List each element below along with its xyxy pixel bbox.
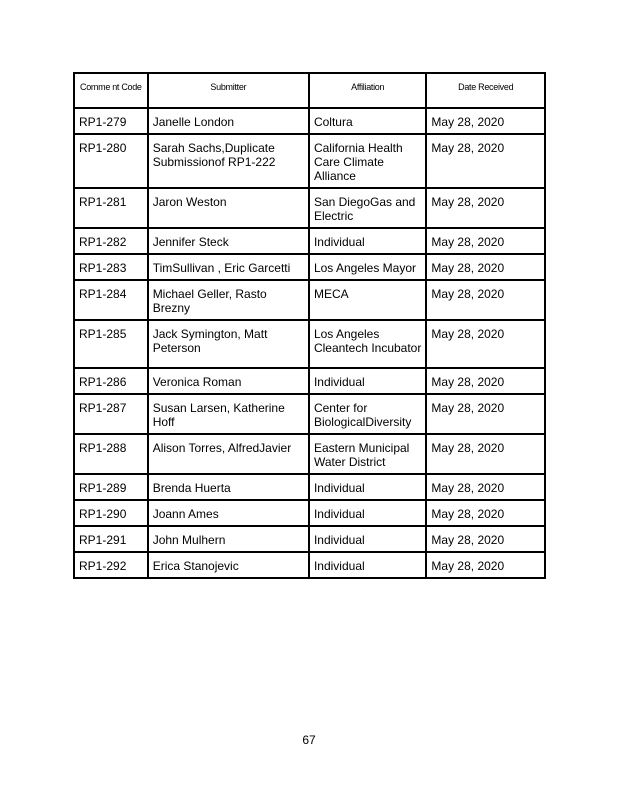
table-row [74,368,545,394]
table-row [74,134,545,188]
cell-submitter: Janelle London [148,108,309,134]
cell-date-received: May 28, 2020 [426,434,545,474]
table-row [74,108,545,134]
cell-submitter: Brenda Huerta [148,474,309,500]
page-number: 67 [302,733,316,747]
cell-submitter: Erica Stanojevic [148,552,309,578]
table-row [74,228,545,254]
cell-comment-code: RP1-279 [74,108,148,134]
table-row [74,526,545,552]
cell-comment-code: RP1-291 [74,526,148,552]
cell-date-received: May 28, 2020 [426,134,545,188]
cell-date-received: May 28, 2020 [426,320,545,368]
table-row [74,320,545,368]
cell-affiliation: Los Angeles Cleantech Incubator [309,320,426,368]
cell-affiliation: Eastern Municipal Water District [309,434,426,474]
cell-submitter: Michael Geller, Rasto Brezny [148,280,309,320]
cell-submitter: Sarah Sachs,Duplicate Submissionof RP1-222 [148,134,309,188]
cell-submitter: Joann Ames [148,500,309,526]
cell-affiliation: Coltura [309,108,426,134]
cell-comment-code: RP1-284 [74,280,148,320]
cell-submitter: Jennifer Steck [148,228,309,254]
header-submitter: Submitter [148,73,309,108]
cell-comment-code: RP1-286 [74,368,148,394]
table-row [74,394,545,434]
cell-affiliation: Individual [309,552,426,578]
cell-affiliation: California Health Care Climate Alliance [309,134,426,188]
cell-submitter: Veronica Roman [148,368,309,394]
table-row [74,500,545,526]
cell-comment-code: RP1-288 [74,434,148,474]
cell-affiliation: Individual [309,500,426,526]
table-row [74,280,545,320]
cell-date-received: May 28, 2020 [426,500,545,526]
cell-affiliation: MECA [309,280,426,320]
cell-affiliation: Los Angeles Mayor [309,254,426,280]
cell-submitter: Susan Larsen, Katherine Hoff [148,394,309,434]
cell-comment-code: RP1-285 [74,320,148,368]
table-row [74,254,545,280]
cell-date-received: May 28, 2020 [426,552,545,578]
cell-affiliation: Individual [309,474,426,500]
cell-date-received: May 28, 2020 [426,394,545,434]
cell-affiliation: Individual [309,368,426,394]
cell-submitter: Jack Symington, Matt Peterson [148,320,309,368]
cell-date-received: May 28, 2020 [426,188,545,228]
cell-comment-code: RP1-282 [74,228,148,254]
cell-submitter: John Mulhern [148,526,309,552]
table-row [74,188,545,228]
cell-submitter: TimSullivan , Eric Garcetti [148,254,309,280]
cell-comment-code: RP1-287 [74,394,148,434]
comment-table [73,72,546,579]
cell-comment-code: RP1-290 [74,500,148,526]
table-row [74,552,545,578]
cell-date-received: May 28, 2020 [426,254,545,280]
cell-date-received: May 28, 2020 [426,108,545,134]
header-date-received: Date Received [426,73,545,108]
cell-affiliation: Center for BiologicalDiversity [309,394,426,434]
cell-date-received: May 28, 2020 [426,280,545,320]
cell-comment-code: RP1-283 [74,254,148,280]
cell-submitter: Jaron Weston [148,188,309,228]
header-comment-code: Comme nt Code [74,73,148,108]
cell-date-received: May 28, 2020 [426,368,545,394]
cell-affiliation: San DiegoGas and Electric [309,188,426,228]
header-affiliation: Affiliation [309,73,426,108]
cell-date-received: May 28, 2020 [426,526,545,552]
table-row [74,434,545,474]
header-row [74,73,545,108]
cell-date-received: May 28, 2020 [426,228,545,254]
cell-comment-code: RP1-280 [74,134,148,188]
cell-comment-code: RP1-292 [74,552,148,578]
table-row [74,474,545,500]
cell-comment-code: RP1-281 [74,188,148,228]
cell-affiliation: Individual [309,526,426,552]
cell-comment-code: RP1-289 [74,474,148,500]
cell-submitter: Alison Torres, AlfredJavier [148,434,309,474]
cell-date-received: May 28, 2020 [426,474,545,500]
cell-affiliation: Individual [309,228,426,254]
